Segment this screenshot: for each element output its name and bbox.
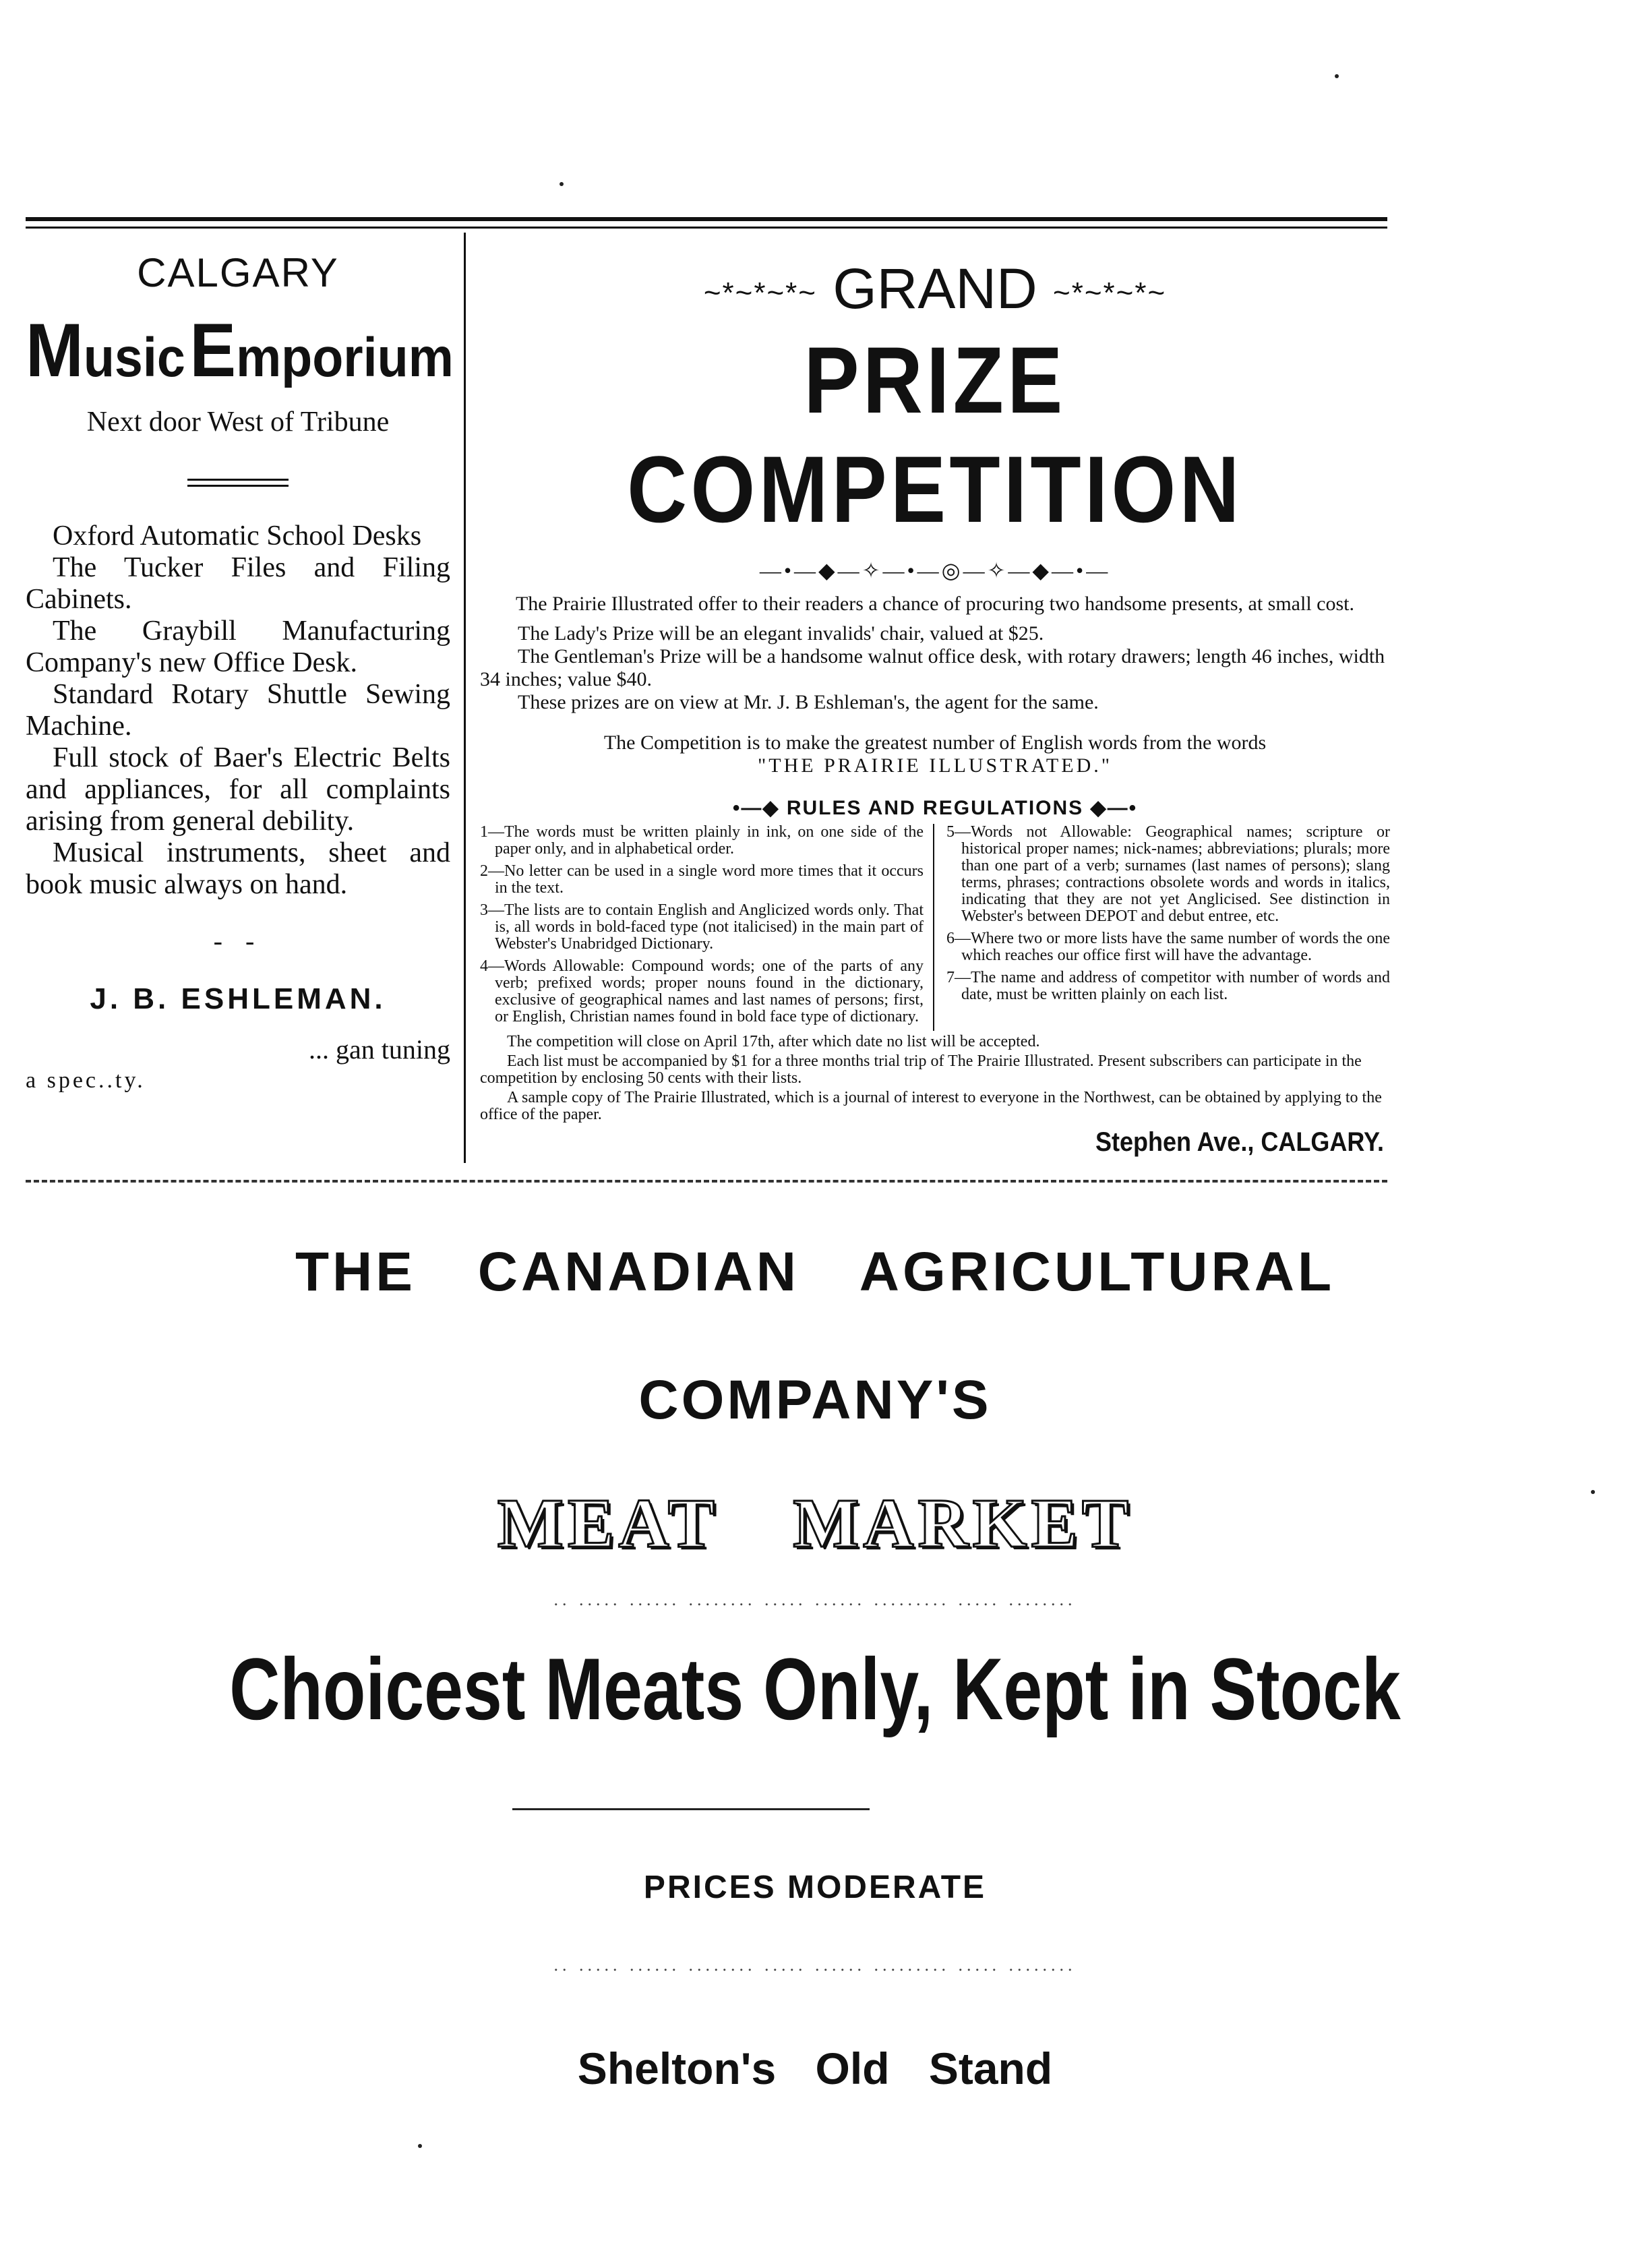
company-possessive-line: COMPANY'S bbox=[638, 1369, 992, 1431]
title-word-emporium bbox=[189, 307, 453, 394]
title-initial-m: M bbox=[26, 308, 84, 392]
small-dash: - - bbox=[213, 926, 263, 956]
rule-item: 4—Words Allowable: Compound words; one of the parts of any verb; prefixed words; proper nouns found in the dictionary, exclusive of geographical names and last names of persons; first, or English, Christian names found in bold face type of dictionary. bbox=[480, 957, 924, 1025]
competition-rule-text: The Competition is to make the greatest number of English words from the words bbox=[603, 732, 1267, 754]
gentlemans-prize-text: The Gentleman's Prize will be a handsome walnut office desk, with rotary drawers; length 46 inches, width 34 inches; value $40. bbox=[480, 645, 1385, 690]
title-initial-e: E bbox=[189, 308, 237, 392]
list-item: Oxford Automatic School Desks bbox=[53, 520, 422, 551]
rules-heading: •—◆ RULES AND REGULATIONS ◆—• bbox=[732, 797, 1138, 819]
dotted-divider: .. ..... ...... ........ ..... ...... ......... ..... ........ bbox=[553, 1955, 1077, 1975]
competition-title: PRIZE COMPETITION bbox=[627, 327, 1243, 542]
faded-text-fragment: ... gan tuning bbox=[309, 1034, 450, 1065]
list-item: Full stock of Baer's Electric Belts and appliances, for all complaints arising from general debility. bbox=[26, 742, 450, 837]
print-speck bbox=[1591, 1490, 1595, 1494]
title-rest-emporium: mporium bbox=[236, 327, 454, 388]
title-word-music bbox=[26, 307, 185, 394]
short-rule bbox=[512, 1808, 870, 1810]
column-divider bbox=[464, 233, 466, 1163]
grand-heading bbox=[480, 256, 1390, 322]
leaf-ornament-left: ~*~*~*~ bbox=[703, 276, 817, 309]
print-speck bbox=[418, 2144, 422, 2148]
rule-item: 5—Words not Allowable: Geographical names; scripture or historical proper names; nick-names; abbreviations; plurals; more than one part of a verb; surnames (last names of persons); slang terms, phrases; contractions obsolete words and words in italics, indicating that they are not yet Anglicised. See distinction in Webster's between DEPOT and debut entree, etc. bbox=[946, 823, 1390, 925]
location-line: Shelton's Old Stand bbox=[577, 2043, 1053, 2093]
prices-line: PRICES MODERATE bbox=[643, 1870, 987, 1905]
ad-divider bbox=[187, 479, 289, 487]
intro-text: The Prairie Illustrated offer to their readers a chance of procuring two handsome presents, at small cost. bbox=[515, 593, 1354, 615]
rules-left-column bbox=[480, 824, 934, 1031]
faded-text-fragment: a spec..ty. bbox=[26, 1068, 146, 1093]
ladys-prize-text: The Lady's Prize will be an elegant invalids' chair, valued at $25. bbox=[518, 622, 1044, 645]
dotted-divider: .. ..... ...... ........ ..... ...... ......... ..... ........ bbox=[553, 1590, 1077, 1609]
closing-text: A sample copy of The Prairie Illustrated, which is a journal of interest to everyone in the Northwest, can be obtained by applying to the office of the paper. bbox=[480, 1089, 1382, 1123]
list-item: Musical instruments, sheet and book music always on hand. bbox=[26, 837, 450, 900]
competition-words: "THE PRAIRIE ILLUSTRATED." bbox=[758, 754, 1112, 777]
rules-right-column bbox=[934, 824, 1390, 1031]
rule-item: 6—Where two or more lists have the same number of words the one which reaches our office first will have the advantage. bbox=[946, 930, 1390, 964]
company-name-line: THE CANADIAN AGRICULTURAL bbox=[295, 1241, 1335, 1303]
divider-ornament: —•—◆—✧—•—◎—✧—◆—•— bbox=[759, 558, 1111, 583]
rule-item: 2—No letter can be used in a single word more times that it occurs in the text. bbox=[480, 862, 924, 897]
rule-item: 7—The name and address of competitor with number of words and date, must be written plainly on each list. bbox=[946, 969, 1390, 1003]
grand-word: GRAND bbox=[833, 257, 1037, 320]
closing-text: Each list must be accompanied by $1 for a three months trial trip of The Prairie Illustrated. Present subscribers can participate in the competition by enclosing 50 cents with their lists. bbox=[480, 1052, 1362, 1087]
ad-title bbox=[26, 307, 454, 394]
list-item: The Tucker Files and Filing Cabinets. bbox=[26, 552, 450, 615]
print-speck bbox=[560, 182, 564, 186]
view-note-text: These prizes are on view at Mr. J. B Eshleman's, the agent for the same. bbox=[518, 691, 1099, 713]
ad-heading-calgary: CALGARY bbox=[137, 250, 339, 295]
ad-address: Stephen Ave., CALGARY. bbox=[1095, 1127, 1384, 1157]
rules-columns bbox=[480, 824, 1390, 1031]
prize-competition-ad bbox=[480, 256, 1390, 1158]
section-separator bbox=[26, 1180, 1387, 1183]
rule-item: 1—The words must be written plainly in ink, on one side of the paper only, and in alphabetical order. bbox=[480, 823, 924, 858]
leaf-ornament-right: ~*~*~*~ bbox=[1053, 276, 1167, 309]
rule-item: 3—The lists are to contain English and Anglicized words only. That is, all words in bold-faced type (not italicised) in the main part of Webster's Unabridged Dictionary. bbox=[480, 901, 924, 953]
ad-location: Next door West of Tribune bbox=[86, 407, 390, 438]
proprietor-name: J. B. ESHLEMAN. bbox=[90, 982, 386, 1015]
list-item: Standard Rotary Shuttle Sewing Machine. bbox=[26, 679, 450, 742]
slogan-heading: Choicest Meats Only, Kept in Stock bbox=[229, 1640, 1401, 1738]
print-speck bbox=[1335, 74, 1339, 78]
closing-text: The competition will close on April 17th, after which date no list will be accepted. bbox=[507, 1033, 1040, 1050]
top-thin-rule bbox=[26, 227, 1387, 229]
music-emporium-ad bbox=[26, 249, 454, 1094]
list-item: The Graybill Manufacturing Company's new Office Desk. bbox=[26, 616, 450, 678]
top-double-rule bbox=[26, 217, 1387, 221]
title-rest-music: usic bbox=[83, 327, 185, 388]
meat-market-heading: MEAT MARKET bbox=[497, 1485, 1133, 1562]
